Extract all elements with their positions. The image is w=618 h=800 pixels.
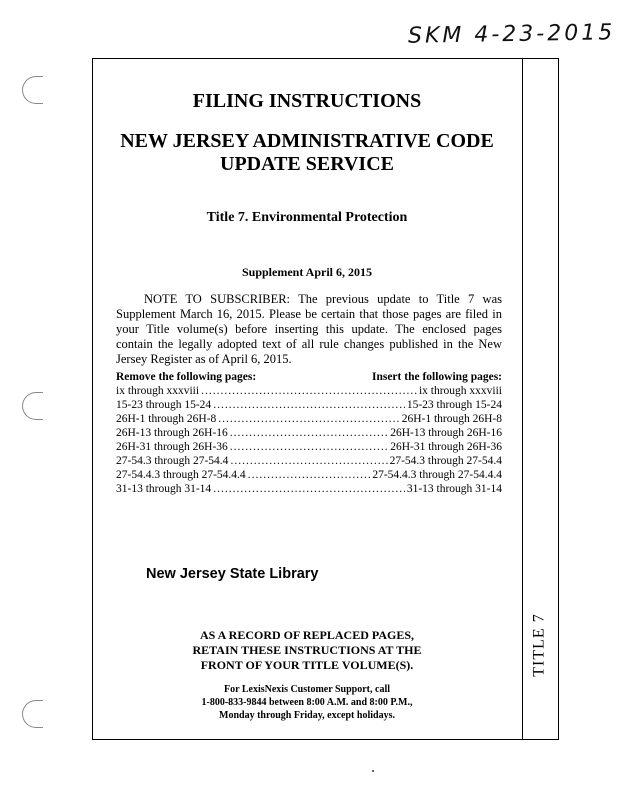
dot-leader bbox=[213, 482, 405, 496]
insert-range: 26H-13 through 26H-16 bbox=[390, 427, 502, 439]
page-row bbox=[116, 398, 502, 412]
record-line-1: AS A RECORD OF REPLACED PAGES, bbox=[199, 628, 415, 642]
remove-range: ix through xxxviii bbox=[116, 385, 200, 397]
page-row bbox=[116, 426, 502, 440]
handwritten-note: SKM 4-23-2015 bbox=[407, 20, 616, 49]
support-line-2: 1-800-833-9844 between 8:00 A.M. and 8:00 P.M., bbox=[201, 697, 413, 708]
dot-leader bbox=[230, 440, 388, 454]
record-line-2: RETAIN THESE INSTRUCTIONS AT THE bbox=[192, 643, 422, 657]
page-row bbox=[116, 468, 502, 482]
support-line-3: Monday through Friday, except holidays. bbox=[219, 710, 395, 721]
remove-range: 27-54.3 through 27-54.4 bbox=[116, 455, 229, 467]
main-heading bbox=[93, 130, 521, 176]
page-list-header bbox=[116, 370, 502, 384]
remove-range: 26H-13 through 26H-16 bbox=[116, 427, 228, 439]
dot-leader bbox=[230, 426, 388, 440]
insert-header: Insert the following pages: bbox=[371, 371, 502, 383]
insert-range: 27-54.3 through 27-54.4 bbox=[389, 455, 502, 467]
remove-range: 31-13 through 31-14 bbox=[116, 483, 212, 495]
support-info bbox=[93, 683, 521, 722]
insert-range: 27-54.4.3 through 27-54.4.4 bbox=[372, 469, 502, 481]
remove-range: 27-54.4.3 through 27-54.4.4 bbox=[116, 469, 246, 481]
insert-range: 26H-31 through 26H-36 bbox=[390, 441, 502, 453]
subscriber-note: NOTE TO SUBSCRIBER: The previous update to Title 7 was Supplement March 16, 2015. Please be certain that those pages are filed in your Title volume(s) before inserting this update. The enclosed pages contain the legally adopted text of all rule changes published in the New Jersey Register as of April 6, 2015. bbox=[116, 292, 502, 366]
page-row bbox=[116, 384, 502, 398]
page-title: FILING INSTRUCTIONS bbox=[192, 90, 422, 112]
dot-leader bbox=[230, 454, 387, 468]
insert-range: ix through xxxviii bbox=[418, 385, 502, 397]
page-list bbox=[116, 370, 502, 496]
dot-leader bbox=[248, 468, 371, 482]
subtitle: Title 7. Environmental Protection bbox=[206, 210, 408, 225]
punch-hole-middle bbox=[22, 392, 43, 420]
record-instructions bbox=[93, 628, 521, 673]
insert-range: 31-13 through 31-14 bbox=[406, 483, 502, 495]
scan-speck bbox=[372, 770, 374, 772]
page-row bbox=[116, 482, 502, 496]
heading-line-2: UPDATE SERVICE bbox=[220, 153, 394, 175]
supplement-date: Supplement April 6, 2015 bbox=[241, 265, 373, 279]
side-tab-label: TITLE 7 bbox=[531, 613, 549, 677]
dot-leader bbox=[201, 384, 417, 398]
page-row bbox=[116, 454, 502, 468]
page-row bbox=[116, 412, 502, 426]
remove-range: 26H-1 through 26H-8 bbox=[116, 413, 217, 425]
insert-range: 15-23 through 15-24 bbox=[406, 399, 502, 411]
record-line-3: FRONT OF YOUR TITLE VOLUME(S). bbox=[200, 658, 414, 672]
side-tab bbox=[523, 590, 557, 700]
support-line-1: For LexisNexis Customer Support, call bbox=[223, 684, 390, 695]
page-row bbox=[116, 440, 502, 454]
library-stamp: New Jersey State Library bbox=[146, 566, 319, 582]
punch-hole-bottom bbox=[22, 700, 43, 728]
dot-leader bbox=[218, 412, 399, 426]
remove-range: 26H-31 through 26H-36 bbox=[116, 441, 228, 453]
insert-range: 26H-1 through 26H-8 bbox=[401, 413, 502, 425]
dot-leader bbox=[213, 398, 405, 412]
remove-range: 15-23 through 15-24 bbox=[116, 399, 212, 411]
remove-header: Remove the following pages: bbox=[116, 371, 257, 383]
punch-hole-top bbox=[22, 76, 43, 104]
heading-line-1: NEW JERSEY ADMINISTRATIVE CODE bbox=[120, 130, 494, 152]
